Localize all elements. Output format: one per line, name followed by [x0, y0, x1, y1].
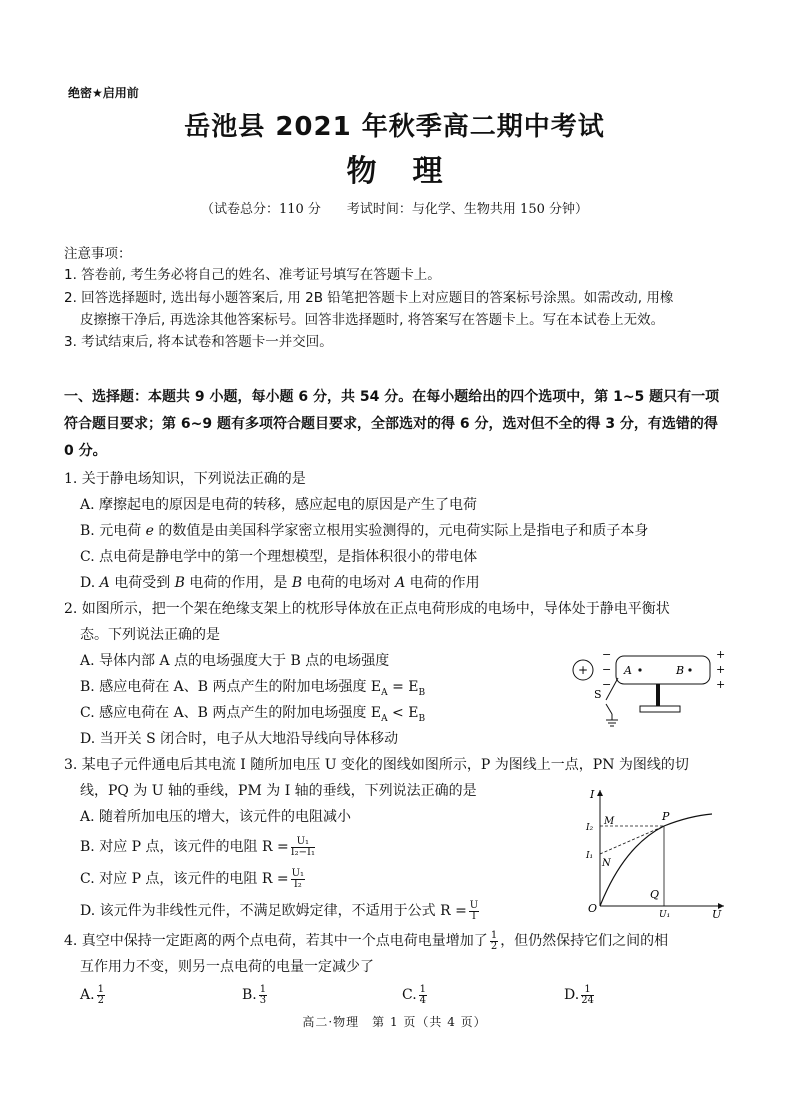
q2-option-c: C. 感应电荷在 A、B 两点产生的附加电场强度 $E_A < E_B$	[80, 705, 426, 724]
plus-3: +	[716, 678, 726, 691]
q2-option-b: B. 感应电荷在 A、B 两点产生的附加电场强度 $E_A = E_B$	[80, 679, 426, 698]
q1-option-a: A. 摩擦起电的原因是电荷的转移，感应起电的原因是产生了电荷	[80, 497, 478, 513]
point-q-label: Q	[650, 888, 660, 901]
q3-option-d: D. 该元件为非线性元件，不满足欧姆定律，不适用于公式 R = $\frac{U}{I}$	[80, 899, 479, 922]
axis-i-label: I	[590, 788, 595, 801]
subject-title: 物理	[346, 154, 479, 189]
exam-title: 岳池县 2021 年秋季高二期中考试	[184, 112, 605, 142]
q2-option-d: D. 当开关 S 闭合时，电子从大地沿导线向导体移动	[80, 731, 399, 747]
i2-label: I₂	[586, 823, 594, 833]
u1-label: U₁	[659, 910, 671, 920]
q3-stem-1: 3. 某电子元件通电后其电流 I 随所加电压 U 变化的图线如图所示，P 为图线上一点，PN 为图线的切	[64, 757, 689, 773]
point-p-label: P	[662, 810, 670, 823]
switch-label: S	[594, 688, 602, 701]
point-b-label: B	[676, 664, 685, 677]
positive-charge-label: +	[577, 663, 589, 677]
page-footer: 高二·物理 第 1 页（共 4 页）	[302, 1015, 487, 1029]
q2-option-a: A. 导体内部 A 点的电场强度大于 B 点的电场强度	[80, 653, 390, 669]
q3-option-b: B. 对应 P 点，该元件的电阻 R = $\frac{\text{U₁}}{\text{I₂−I₁}}$	[80, 835, 315, 858]
q4-stem-1: 4. 真空中保持一定距离的两个点电荷，若其中一个点电荷电量增加了 $\frac{1}{2}$ ，但仍然保持它们之间的相	[64, 929, 669, 952]
notice-item-3: 3. 考试结束后, 将本试卷和答题卡一并交回。	[64, 334, 333, 350]
minus-1: −	[602, 648, 612, 661]
axis-u-label: U	[712, 908, 722, 921]
minus-3: −	[602, 678, 612, 691]
confidential-mark: 绝密★启用前	[68, 86, 139, 100]
plus-2: +	[716, 663, 726, 676]
q2-stem-1: 2. 如图所示，把一个架在绝缘支架上的枕形导体放在正点电荷形成的电场中，导体处于静电平衡状	[64, 601, 670, 617]
q3-stem-2: 线，PQ 为 U 轴的垂线，PM 为 I 轴的垂线，下列说法正确的是	[80, 783, 477, 799]
point-m-label: M	[604, 816, 615, 827]
q3-option-a: A. 随着所加电压的增大，该元件的电阻减小	[80, 809, 352, 825]
q1-option-c: C. 点电荷是静电学中的第一个理想模型，是指体积很小的带电体	[80, 549, 478, 565]
notice-item-2-cont: 皮擦擦干净后, 再选涂其他答案标号。回答非选择题时, 将答案写在答题卡上。写在本试卷上无效。	[80, 312, 665, 328]
i1-label: I₁	[586, 851, 594, 861]
notice-heading: 注意事项：	[64, 246, 132, 262]
q3-iv-graph	[584, 786, 728, 922]
q1-option-d: D. A 电荷受到 B 电荷的作用，是 B 电荷的电场对 A 电荷的作用	[80, 575, 480, 591]
q4-option-d: D. $\frac{1}{24}$	[564, 983, 594, 1006]
notice-item-1: 1. 答卷前, 考生务必将自己的姓名、准考证号填写在答题卡上。	[64, 267, 441, 283]
origin-label: O	[588, 902, 598, 915]
plus-1: +	[716, 648, 726, 661]
q2-stem-2: 态。下列说法正确的是	[80, 627, 220, 643]
exam-info: （试卷总分：110 分 考试时间：与化学、生物共用 150 分钟）	[200, 202, 589, 217]
section-heading: 一、选择题：本题共 9 小题，每小题 6 分，共 54 分。在每小题给出的四个选项中，第 1~5 题只有一项符合题目要求；第 6~9 题有多项符合题目要求，全部选对的得 6 分，选对但不全的得 3 分，有选错的得 0 分。	[64, 389, 720, 459]
q2-conductor-figure	[568, 648, 728, 728]
point-n-label: N	[602, 858, 611, 869]
notice-item-2: 2. 回答选择题时, 选出每小题答案后, 用 2B 铅笔把答题卡上对应题目的答案标号涂黑。如需改动, 用橡	[64, 290, 674, 306]
q4-option-c: C. $\frac{1}{4}$	[402, 983, 427, 1006]
q1-stem: 1. 关于静电场知识，下列说法正确的是	[64, 471, 306, 487]
minus-2: −	[602, 663, 612, 676]
q1-option-b: B. 元电荷 e 的数值是由美国科学家密立根用实验测得的，元电荷实际上是指电子和质子本身	[80, 523, 649, 539]
q4-option-a: A. $\frac{1}{2}$	[80, 983, 104, 1006]
q4-option-b: B. $\frac{1}{3}$	[242, 983, 267, 1006]
q4-stem-2: 互作用力不变，则另一点电荷的电量一定减少了	[80, 959, 374, 975]
point-a-label: A	[624, 664, 632, 677]
q3-option-c: C. 对应 P 点，该元件的电阻 R = $\frac{\text{U₁}}{\text{I₂}}$	[80, 867, 305, 890]
